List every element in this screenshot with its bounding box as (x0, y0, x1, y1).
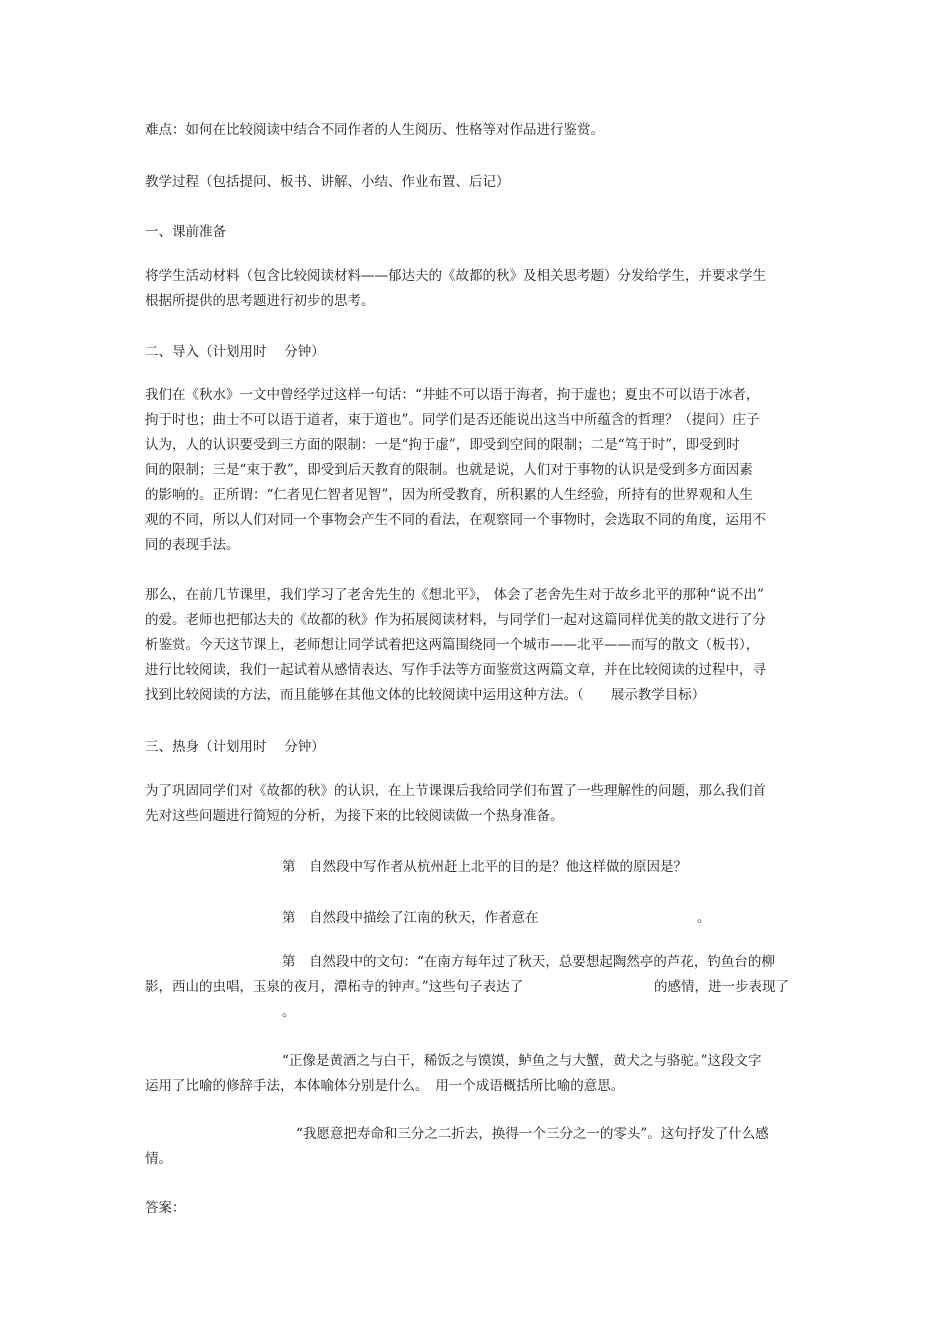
text-line: 的影响的。正所谓：“仁者见仁智者见智”，因为所受教育，所积累的人生经验，所持有的世界观和人生 (145, 487, 753, 503)
section-heading-warmup: 三、热身（计划用时 分钟） (145, 739, 325, 755)
answer-label: 答案： (145, 1200, 186, 1216)
text-line: 析鉴赏。今天这节课上，老师想让同学试着把这两篇围绕同一个城市——北平——而写的散文（板书）， (145, 637, 760, 653)
text-line: 的爱。老师也把郁达夫的《故都的秋》作为拓展阅读材料，与同学们一起对这篇同样优美的散文进行了分 (145, 612, 766, 628)
process-title: 教学过程（包括提问、板书、讲解、小结、作业布置、后记） (145, 174, 510, 190)
question-2-text: 第 自然段中描绘了江南的秋天，作者意在 (282, 910, 539, 926)
intro-paragraph-1 (145, 383, 810, 558)
question-5-line-1: “我愿意把寿命和三分之二折去，换得一个三分之一的零头”。这句抒发了什么感 (296, 1126, 769, 1142)
question-3-line-1: 第 自然段中的文句：“在南方每年过了秋天，总要想起陶然亭的芦花，钓鱼台的柳 (282, 954, 775, 970)
prep-paragraph (145, 264, 810, 314)
question-5-line-2: 情。 (145, 1151, 172, 1167)
text-line: 拘于时也；曲士不可以语于道者，束于道也”。同学们是否还能说出这当中所蕴含的哲理？（提问）庄子 (145, 412, 760, 428)
question-1: 第 自然段中写作者从杭州赶上北平的目的是？他这样做的原因是？ (282, 859, 687, 875)
warmup-intro-paragraph (145, 779, 810, 829)
text-line: 根据所提供的思考题进行初步的思考。 (145, 293, 375, 309)
question-2-end: 。 (697, 910, 711, 926)
text-line: 那么，在前几节课里，我们学习了老舍先生的《想北平》， 体会了老舍先生对于故乡北平的那种“说不出” (145, 587, 764, 603)
text-line: 我们在《秋水》一文中曾经学过这样一句话：“井蛙不可以语于海者，拘于虚也；夏虫不可以语于冰者， (145, 387, 760, 403)
question-4-line-1: “正像是黄酒之与白干，稀饭之与馍馍，鲈鱼之与大蟹，黄犬之与骆驼。”这段文字 (282, 1053, 762, 1069)
question-4-line-2: 运用了比喻的修辞手法，本体喻体分别是什么。 用一个成语概括所比喻的意思。 (145, 1078, 625, 1094)
section-heading-prep: 一、课前准备 (145, 224, 226, 240)
text-line: 进行比较阅读，我们一起试着从感情表达、写作手法等方面鉴赏这两篇文章，并在比较阅读的过程中，寻 (145, 662, 766, 678)
text-line: 同的表现手法。 (145, 537, 240, 553)
text-line: 间的限制；三是“束于教”，即受到后天教育的限制。也就是说，人们对于事物的认识是受到多方面因素 (145, 462, 753, 478)
text-line: 找到比较阅读的方法，而且能够在其他文体的比较阅读中运用这种方法。（ 展示教学目标） (145, 687, 706, 703)
text-line: 观的不同，所以人们对同一个事物会产生不同的看法，在观察同一个事物时，会选取不同的角度，运用不 (145, 512, 766, 528)
text-line: 先对这些问题进行简短的分析，为接下来的比较阅读做一个热身准备。 (145, 808, 564, 824)
question-3-line-3: 。 (282, 1004, 296, 1020)
difficulty-line: 难点：如何在比较阅读中结合不同作者的人生阅历、性格等对作品进行鉴赏。 (145, 122, 604, 138)
question-3-line-2-tail: 的感情，进一步表现了 (654, 979, 789, 995)
text-line: 为了巩固同学们对《故都的秋》的认识，在上节课课后我给同学们布置了一些理解性的问题，那么我们首 (145, 783, 766, 799)
question-3-line-2: 影，西山的虫唱，玉泉的夜月，潭柘寺的钟声。”这些句子表达了 (145, 979, 524, 995)
text-line: 将学生活动材料（包含比较阅读材料——郁达夫的《故都的秋》及相关思考题）分发给学生，并要求学生 (145, 268, 766, 284)
text-line: 认为，人的认识要受到三方面的限制：一是“拘于虚”，即受到空间的限制；二是“笃于时”，即受到时 (145, 437, 740, 453)
intro-paragraph-2 (145, 583, 810, 708)
section-heading-intro: 二、导入（计划用时 分钟） (145, 344, 325, 360)
